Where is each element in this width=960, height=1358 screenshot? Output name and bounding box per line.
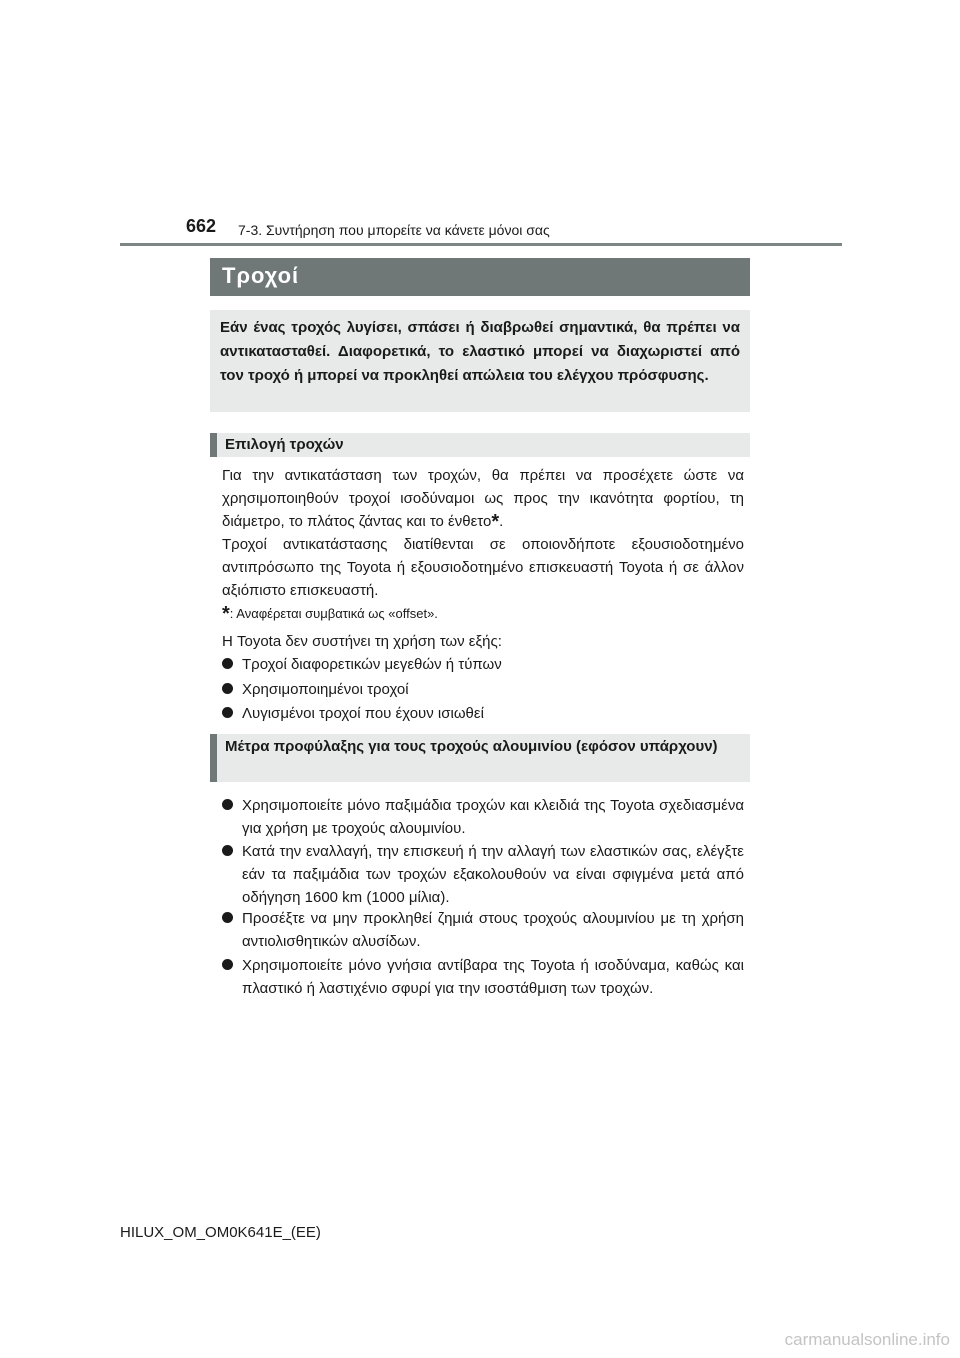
list-item-text: Λυγισμένοι τροχοί που έχουν ισιωθεί <box>242 705 484 722</box>
footnote <box>222 602 744 625</box>
page-title: Τροχοί <box>222 263 300 288</box>
page-header <box>120 216 842 246</box>
wheel-replacement-period: . <box>499 513 504 530</box>
page-title-bar <box>210 258 750 296</box>
section-heading-wheel-selection: Επιλογή τροχών <box>210 433 750 457</box>
intro-summary: Εάν ένας τροχός λυγίσει, σπάσει ή διαβρωθεί σημαντικά, θα πρέπει να αντικατασταθεί. Διαφορετικά, το ελαστικό μπορεί να διαχωριστεί από τον τροχό ή μπορεί να προκληθεί απώλεια του ελέγχου πρόσφυσης. <box>210 310 750 412</box>
bullet-icon <box>222 658 233 669</box>
wheel-replacement-text: Για την αντικατάσταση των τροχών, θα πρέπει να προσέχετε ώστε να χρησιμοποιηθούν τροχοί ισοδύναμοι ως προς την ικανότητα φορτίου, τη διάμετρο, το πλάτος ζάντας και το ένθετο <box>222 467 744 530</box>
header-divider <box>120 243 842 246</box>
bullet-icon <box>222 845 233 856</box>
bullet-icon <box>222 912 233 923</box>
list-item-text: Κατά την εναλλαγή, την επισκευή ή την αλλαγή των ελαστικών σας, ελέγξτε εάν τα παξιμάδια των τροχών εξακολουθούν να είναι σφιγμένα μετά από οδήγηση 1600 km (1000 μίλια). <box>242 843 744 906</box>
bullet-icon <box>222 683 233 694</box>
page-number: 662 <box>186 216 217 236</box>
replacement-availability-paragraph: Τροχοί αντικατάστασης διατίθενται σε οποιονδήποτε εξουσιοδοτημένο αντιπρόσωπο της Toyota ή εξουσιοδοτημένο επισκευαστή Toyota ή σε άλλον αξιόπιστο επισκευαστή. <box>222 536 744 599</box>
list-item <box>222 907 744 953</box>
footnote-marker: * <box>491 511 500 533</box>
list-item-text: Χρησιμοποιημένοι τροχοί <box>242 681 409 698</box>
list-item <box>222 954 744 1000</box>
list-item <box>222 653 744 676</box>
bullet-icon <box>222 799 233 810</box>
list-item-text: Τροχοί διαφορετικών μεγεθών ή τύπων <box>242 656 502 673</box>
list-item-text: Προσέξτε να μην προκληθεί ζημιά στους τροχούς αλουμινίου με τη χρήση αντιολισθητικών αλυσίδων. <box>242 910 744 950</box>
wheel-replacement-paragraph <box>222 464 744 533</box>
list-item-text: Χρησιμοποιείτε μόνο παξιμάδια τροχών και κλειδιά της Toyota σχεδιασμένα για χρήση με τροχούς αλουμινίου. <box>242 797 744 837</box>
list-item-text: Χρησιμοποιείτε μόνο γνήσια αντίβαρα της Toyota ή ισοδύναμα, καθώς και πλαστικό ή λαστιχένιο σφυρί για την ισοστάθμιση των τροχών. <box>242 957 744 997</box>
footnote-text: : Αναφέρεται συμβατικά ως «offset». <box>229 606 438 621</box>
footnote-marker: * <box>222 603 230 625</box>
section-reference: 7-3. Συντήρηση που μπορείτε να κάνετε μόνοι σας <box>238 222 550 238</box>
list-item <box>222 840 744 909</box>
list-item <box>222 702 744 725</box>
watermark: carmanualsonline.info <box>784 1330 950 1349</box>
bullet-icon <box>222 707 233 718</box>
list-item <box>222 678 744 701</box>
not-recommended-intro: Η Toyota δεν συστήνει τη χρήση των εξής: <box>222 633 502 650</box>
list-item <box>222 794 744 840</box>
bullet-icon <box>222 959 233 970</box>
document-code: HILUX_OM_OM0K641E_(EE) <box>120 1224 321 1241</box>
section-heading-aluminum-wheels: Μέτρα προφύλαξης για τους τροχούς αλουμινίου (εφόσον υπάρχουν) <box>210 734 750 782</box>
